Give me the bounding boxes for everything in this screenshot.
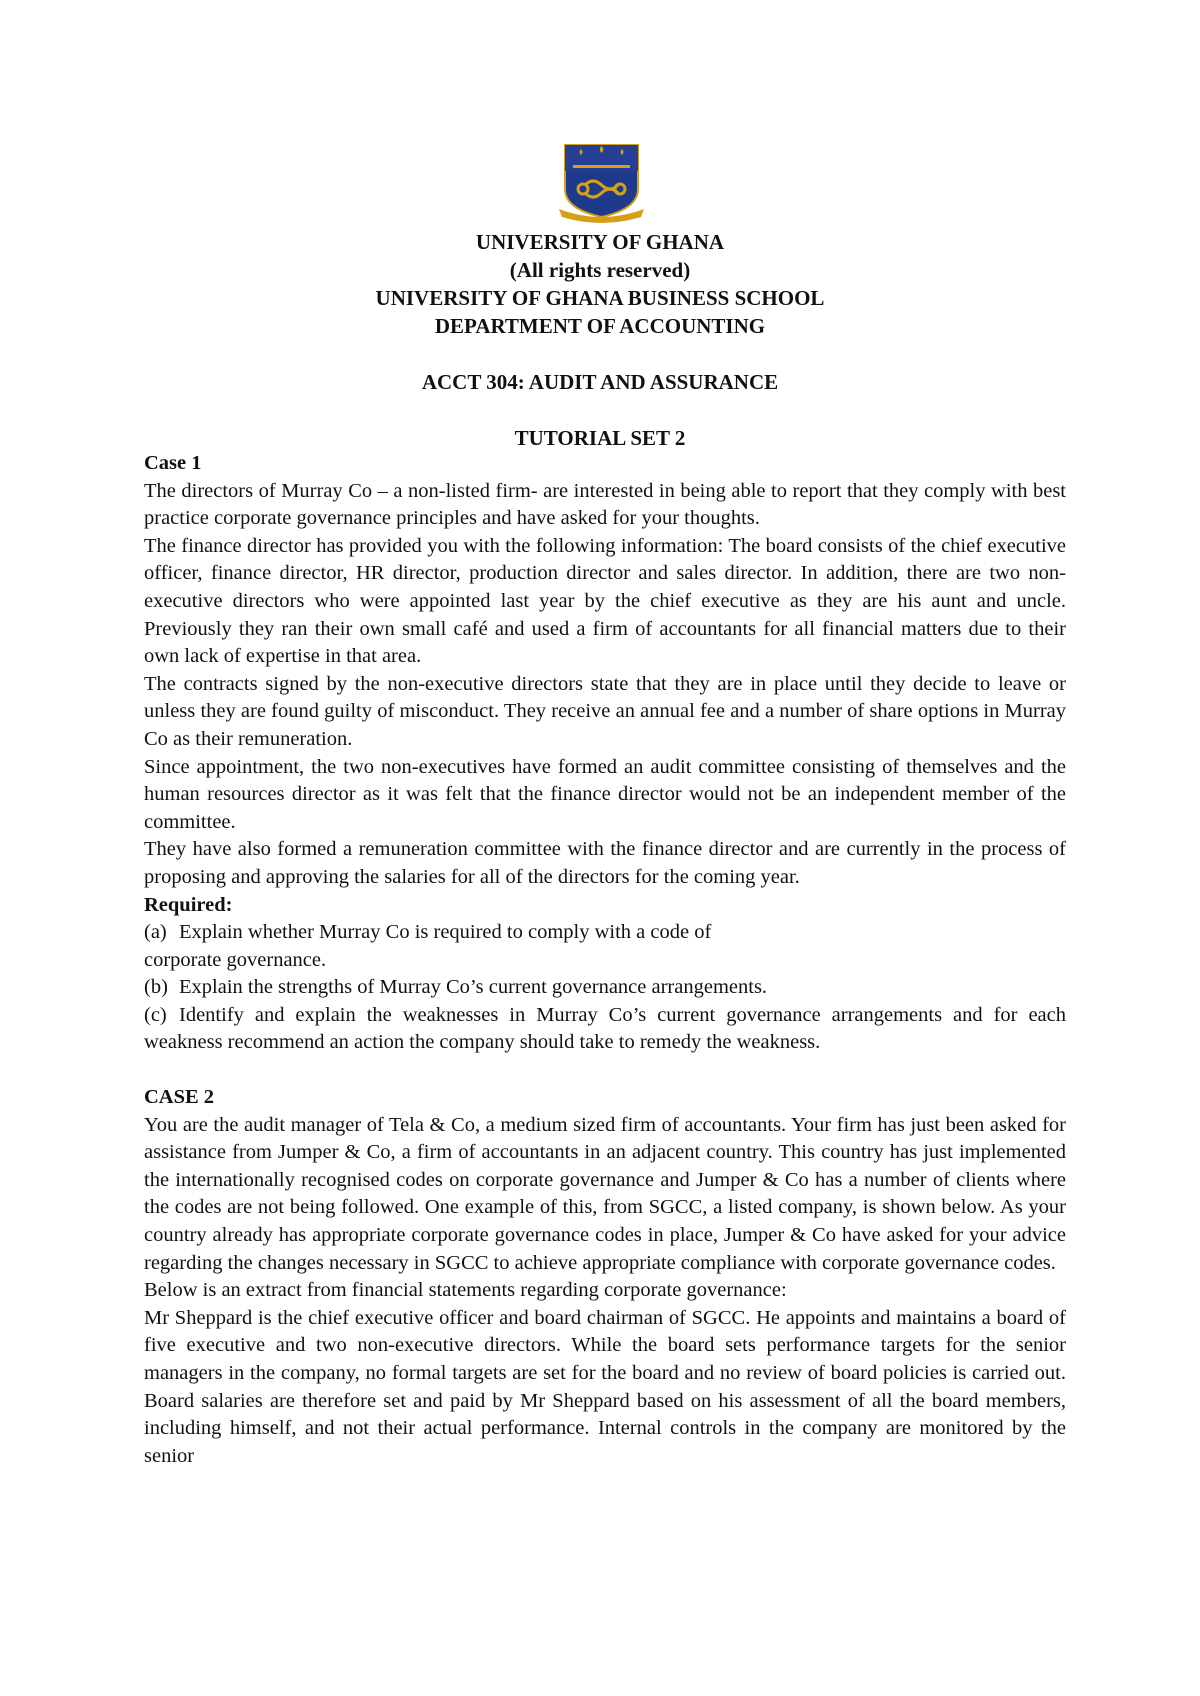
item-text: Identify and explain the weaknesses in Murray Co’s current governance arrangements and for each weakness recommend an action the company should take to remedy the weakness. [144, 1003, 1066, 1054]
item-label: (c) [144, 1003, 167, 1026]
item-text: Explain whether Murray Co is required to comply with a code of [179, 921, 712, 944]
university-name: UNIVERSITY OF GHANA [475, 230, 725, 254]
case1-heading: Case 1 [144, 452, 202, 474]
case1-paragraph: They have also formed a remuneration committee with the finance director and are currently in the process of proposing and approving the salaries for all of the directors for the coming year. [144, 838, 1066, 888]
university-crest-icon [559, 143, 644, 223]
rights-notice: (All rights reserved) [509, 258, 691, 282]
case2-paragraph: Below is an extract from financial statements regarding corporate governance: [144, 1279, 787, 1302]
department-name: DEPARTMENT OF ACCOUNTING [434, 314, 766, 338]
requirement-item [144, 974, 1066, 1002]
case2-heading: CASE 2 [144, 1086, 215, 1109]
case1-paragraph: The finance director has provided you with the following information: The board consists of the chief executive officer, finance director, HR director, production director and sales director. In addition, there are two non-executive directors who were appointed last year by the chief executive as they are his aunt and uncle. Previously they ran their own small café and used a firm of accountants for all financial matters due to their own lack of expertise in that area. [144, 534, 1066, 668]
school-name: UNIVERSITY OF GHANA BUSINESS SCHOOL [375, 286, 825, 310]
case2-paragraph: Mr Sheppard is the chief executive officer and board chairman of SGCC. He appoints and maintains a board of five executive and two non-executive directors. While the board sets performance targets for the senior managers in the company, no formal targets are set for the board and no review of board policies is carried out. Board salaries are therefore set and paid by Mr Sheppard based on his assessment of all the board members, including himself, and not their actual performance. Internal controls in the company are monitored by the senior [144, 1306, 1066, 1467]
document-body [144, 450, 1066, 1470]
requirement-item-continued: corporate governance. [144, 948, 327, 971]
item-label: (b) [144, 976, 168, 999]
document-header [0, 228, 1200, 452]
tutorial-title: TUTORIAL SET 2 [514, 426, 686, 450]
item-text: Explain the strengths of Murray Co’s current governance arrangements. [179, 976, 768, 999]
case1-paragraph: The directors of Murray Co – a non-listed firm- are interested in being able to report that they comply with best practice corporate governance principles and have asked for your thoughts. [144, 479, 1066, 530]
item-label: (a) [144, 921, 167, 944]
requirement-item [144, 1002, 1066, 1057]
case2-paragraph: You are the audit manager of Tela & Co, a medium sized firm of accountants. Your firm has just been asked for assistance from Jumper & Co, a firm of accountants in an adjacent country. This country has just implemented the internationally recognised codes on corporate governance and Jumper & Co has a number of clients where the codes are not being followed. One example of this, from SGCC, a listed company, is shown below. As your country already has appropriate corporate governance codes in place, Jumper & Co have asked for your advice regarding the changes necessary in SGCC to achieve appropriate compliance with corporate governance codes. [144, 1113, 1066, 1274]
case1-paragraph: The contracts signed by the non-executive directors state that they are in place until they decide to leave or unless they are found guilty of misconduct. They receive an annual fee and a number of share options in Murray Co as their remuneration. [144, 672, 1066, 750]
requirement-item [144, 919, 1066, 947]
course-title: ACCT 304: AUDIT AND ASSURANCE [421, 370, 779, 394]
case1-paragraph: Since appointment, the two non-executives have formed an audit committee consisting of themselves and the human resources director as it was felt that the finance director would not be an independent member of the committee. [144, 755, 1066, 833]
required-label: Required: [144, 893, 233, 916]
